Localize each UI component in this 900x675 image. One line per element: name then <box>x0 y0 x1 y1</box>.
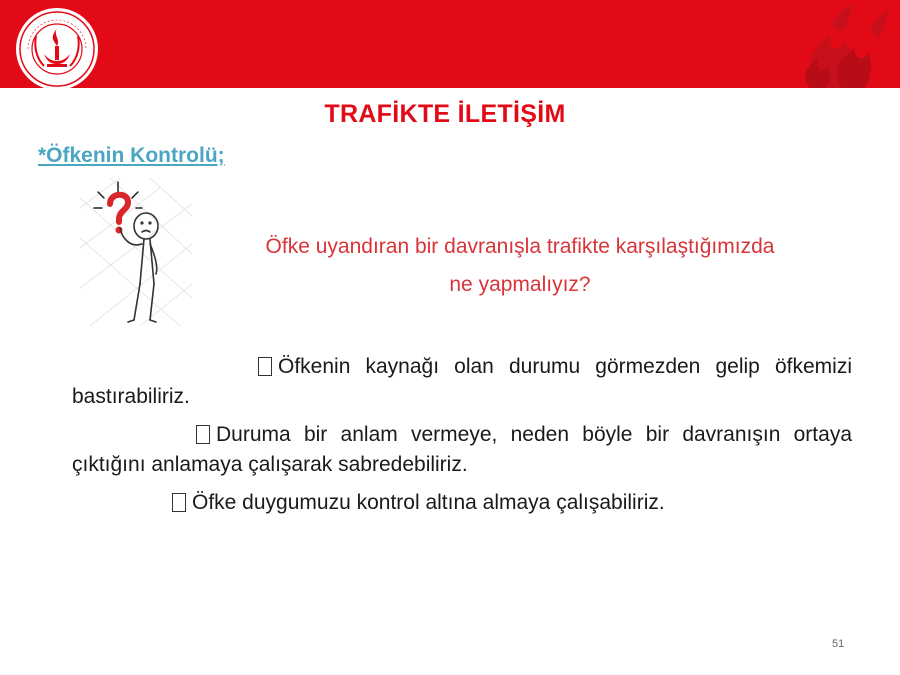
ministry-logo <box>14 6 100 92</box>
bullet-item <box>72 488 852 518</box>
bullet-item <box>72 420 852 480</box>
question-line-2: ne yapmalıyız? <box>449 273 591 296</box>
bullet-item <box>72 352 852 412</box>
question-text <box>180 228 860 304</box>
bullet-text: Öfke duygumuzu kontrol altına almaya çalışabiliriz. <box>192 491 665 514</box>
header-banner <box>0 0 900 88</box>
question-line-1: Öfke uyandıran bir davranışla trafikte karşılaştığımızda <box>265 235 775 258</box>
bullet-text: Duruma bir anlam vermeye, neden böyle bir davranışın ortaya çıktığını anlamaya çalışarak sabredebiliriz. <box>72 423 852 476</box>
page-number: 51 <box>832 638 845 650</box>
confused-person-illustration <box>80 178 192 326</box>
flame-watermark <box>770 0 900 88</box>
slide-title: TRAFİKTE İLETİŞİM <box>324 100 566 128</box>
bullet-list <box>72 352 852 526</box>
bullet-text: Öfkenin kaynağı olan durumu görmezden gelip öfkemizi bastırabiliriz. <box>72 355 852 408</box>
checkbox-icon <box>258 357 272 376</box>
checkbox-icon <box>172 493 186 512</box>
section-heading: *Öfkenin Kontrolü; <box>38 144 225 167</box>
checkbox-icon <box>196 425 210 444</box>
